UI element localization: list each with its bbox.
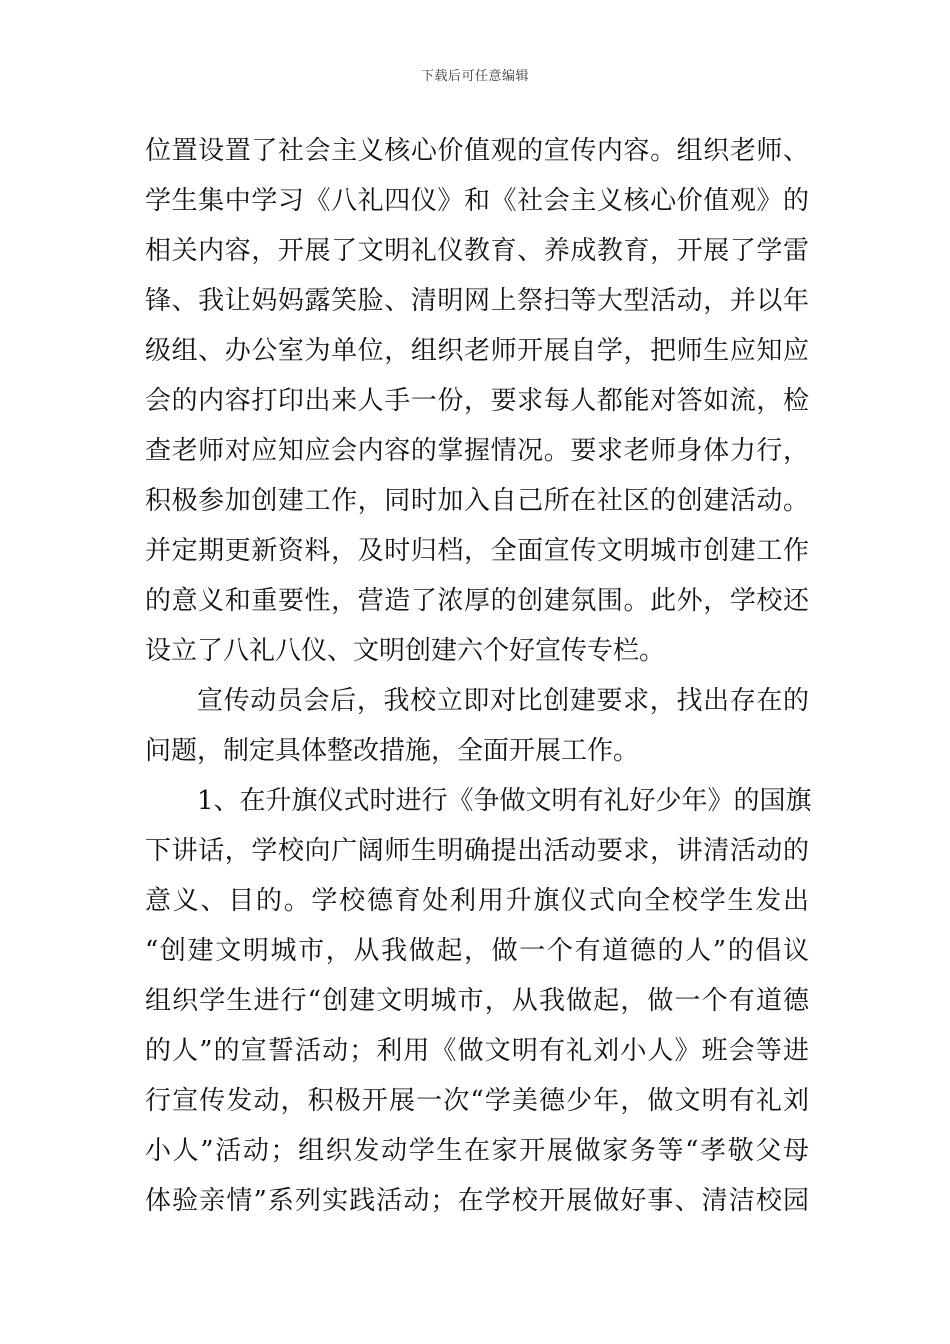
text-line: 意义、目的。学校德育处利用升旗仪式向全校学生发出 xyxy=(145,886,809,916)
text-line: 下讲话，学校向广阔师生明确提出活动要求，讲清活动的 xyxy=(145,836,809,866)
document-body xyxy=(145,126,812,1226)
text-line: “创建文明城市，从我做起，做一个有道德的人”的倡议 xyxy=(145,936,809,966)
text-line: 会的内容打印出来人手一份，要求每人都能对答如流，检 xyxy=(145,386,809,416)
text-line: 宣传动员会后，我校立即对比创建要求，找出存在的 xyxy=(197,686,809,716)
text-line: 的意义和重要性，营造了浓厚的创建氛围。此外，学校还 xyxy=(145,586,809,616)
text-line: 问题，制定具体整改措施，全面开展工作。 xyxy=(145,736,640,766)
text-line: 位置设置了社会主义核心价值观的宣传内容。组织老师、 xyxy=(145,136,809,166)
text-line: 积极参加创建工作，同时加入自己所在社区的创建活动。 xyxy=(145,486,809,516)
text-line: 学生集中学习《八礼四仪》和《社会主义核心价值观》的 xyxy=(145,186,809,216)
text-line: 查老师对应知应会内容的掌握情况。要求老师身体力行， xyxy=(145,436,809,466)
text-line: 1、在升旗仪式时进行《争做文明有礼好少年》的国旗 xyxy=(197,786,812,816)
text-line: 组织学生进行“创建文明城市，从我做起，做一个有道德 xyxy=(145,986,809,1016)
text-line: 体验亲情”系列实践活动；在学校开展做好事、清洁校园 xyxy=(145,1186,809,1216)
text-line: 锋、我让妈妈露笑脸、清明网上祭扫等大型活动，并以年 xyxy=(145,286,809,316)
text-line: 并定期更新资料，及时归档，全面宣传文明城市创建工作 xyxy=(145,536,809,566)
text-line: 小人”活动；组织发动学生在家开展做家务等“孝敬父母 xyxy=(145,1136,809,1166)
text-line: 的人”的宣誓活动；利用《做文明有礼刘小人》班会等进 xyxy=(145,1036,809,1066)
text-line: 相关内容，开展了文明礼仪教育、养成教育，开展了学雷 xyxy=(145,236,809,266)
page-header-note: 下载后可任意编辑 xyxy=(420,69,529,84)
text-line: 设立了八礼八仪、文明创建六个好宣传专栏。 xyxy=(145,636,666,666)
text-line: 行宣传发动，积极开展一次“学美德少年，做文明有礼刘 xyxy=(145,1086,809,1116)
text-line: 级组、办公室为单位，组织老师开展自学，把师生应知应 xyxy=(145,336,809,366)
